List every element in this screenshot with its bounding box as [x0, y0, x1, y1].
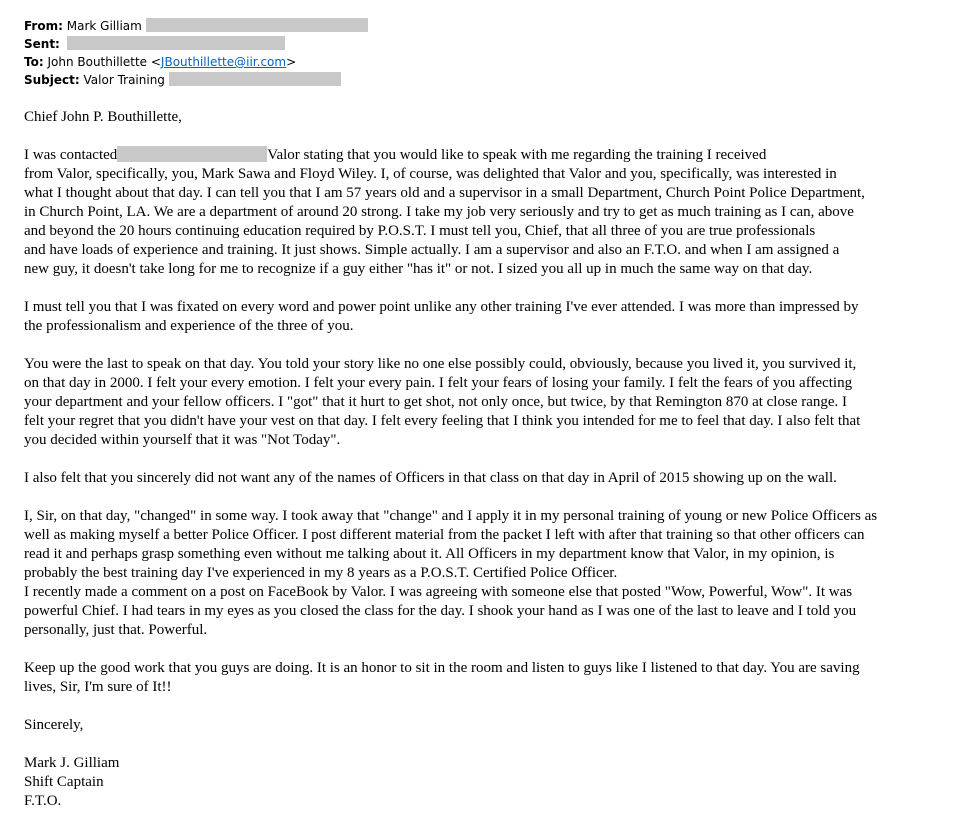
subject-value: Valor Training [83, 73, 165, 87]
letter-line: what I thought about that day. I can tell you that I am 57 years old and a supervisor in a small Department, Church Point Police Department, [24, 185, 865, 201]
paragraph-6 [24, 583, 944, 640]
letter-line: well as making myself a better Police Officer. I post different material from the packet I left with after that training so that other officers can [24, 527, 865, 543]
to-row [24, 53, 944, 71]
to-label: To: [24, 55, 44, 69]
signature-title: Shift Captain [24, 774, 104, 790]
letter-line: powerful Chief. I had tears in my eyes as you closed the class for the day. I shook your hand as I was one of the last to leave and I told you [24, 603, 857, 619]
sent-row [24, 35, 944, 53]
letter-line: you decided within yourself that it was "Not Today". [24, 432, 341, 448]
redaction-box [67, 36, 285, 50]
from-row [24, 17, 944, 35]
subject-row [24, 71, 944, 89]
paragraph-2 [24, 298, 944, 336]
subject-label: Subject: [24, 73, 80, 87]
letter-line: I, Sir, on that day, "changed" in some way. I took away that "change" and I apply it in my personal training of young or new Police Officers as [24, 508, 878, 524]
to-email-link[interactable]: JBouthillette@iir.com [160, 55, 287, 69]
letter-line: You were the last to speak on that day. You told your story like no one else possibly could, obviously, because you lived it, you survived it, [24, 356, 857, 372]
letter-line: personally, just that. Powerful. [24, 622, 208, 638]
letter-line: new guy, it doesn't take long for me to recognize if a guy either "has it" or not. I sized you all up in much the same way on that day. [24, 261, 813, 277]
sent-label: Sent: [24, 37, 60, 51]
letter-line: I must tell you that I was fixated on every word and power point unlike any other training I've ever attended. I was more than impressed by [24, 299, 859, 315]
letter-line: probably the best training day I've experienced in my 8 years as a P.O.S.T. Certified Police Officer. [24, 565, 618, 581]
email-header [24, 17, 944, 89]
letter-line: Keep up the good work that you guys are doing. It is an honor to sit in the room and listen to guys like I listened to that day. You are saving [24, 660, 860, 676]
signature-block [24, 754, 944, 811]
letter-line: the professionalism and experience of the three of you. [24, 318, 354, 334]
to-name: John Bouthillette < [47, 55, 161, 69]
letter-line-end: Valor stating that you would like to speak with me regarding the training I received [267, 147, 767, 163]
letter-line: from Valor, specifically, you, Mark Sawa and Floyd Wiley. I, of course, was delighted that Valor and you, specifically, was interested in [24, 166, 837, 182]
letter-line: lives, Sir, I'm sure of It!! [24, 679, 172, 695]
redaction-box [169, 72, 341, 86]
redaction-box [146, 18, 368, 32]
paragraph-5 [24, 507, 944, 583]
letter-line: I recently made a comment on a post on FaceBook by Valor. I was agreeing with someone else that posted "Wow, Powerful, Wow". It was [24, 584, 853, 600]
letter-body [24, 108, 944, 811]
salutation: Chief John P. Bouthillette, [24, 109, 182, 125]
to-close: > [286, 55, 297, 69]
letter-line: in Church Point, LA. We are a department of around 20 strong. I take my job very seriously and try to get as much training as I can, above [24, 204, 854, 220]
signature-role: F.T.O. [24, 793, 62, 809]
letter-line: felt your regret that you didn't have your vest on that day. I felt every feeling that I think you intended for me to feel that day. I also felt that [24, 413, 861, 429]
letter-line: I also felt that you sincerely did not want any of the names of Officers in that class on that day in April of 2015 showing up on the wall. [24, 470, 837, 486]
letter-line-start: I was contacted [24, 147, 118, 163]
letter-line: read it and perhaps grasp something even without me talking about it. All Officers in my department know that Valor, in my opinion, is [24, 546, 835, 562]
from-value: Mark Gilliam [66, 19, 142, 33]
paragraph-3 [24, 355, 944, 450]
letter-line: your department and your fellow officers. I "got" that it hurt to get shot, not only once, but twice, by that Remington 870 at close range. I [24, 394, 848, 410]
paragraph-1 [24, 146, 944, 279]
letter-line: and have loads of experience and training. It just shows. Simple actually. I am a supervisor and also an F.T.O. and when I am assigned a [24, 242, 840, 258]
letter-line [24, 146, 944, 165]
paragraph-7 [24, 659, 944, 697]
letter-line: on that day in 2000. I felt your every emotion. I felt your every pain. I felt your fears of losing your family. I felt the fears of you affecting [24, 375, 853, 391]
redaction-box [117, 146, 267, 162]
letter-line: and beyond the 20 hours continuing education required by P.O.S.T. I must tell you, Chief, that all three of you are true professionals [24, 223, 816, 239]
signature-name: Mark J. Gilliam [24, 755, 120, 771]
from-label: From: [24, 19, 63, 33]
closing: Sincerely, [24, 717, 84, 733]
paragraph-4 [24, 469, 944, 488]
